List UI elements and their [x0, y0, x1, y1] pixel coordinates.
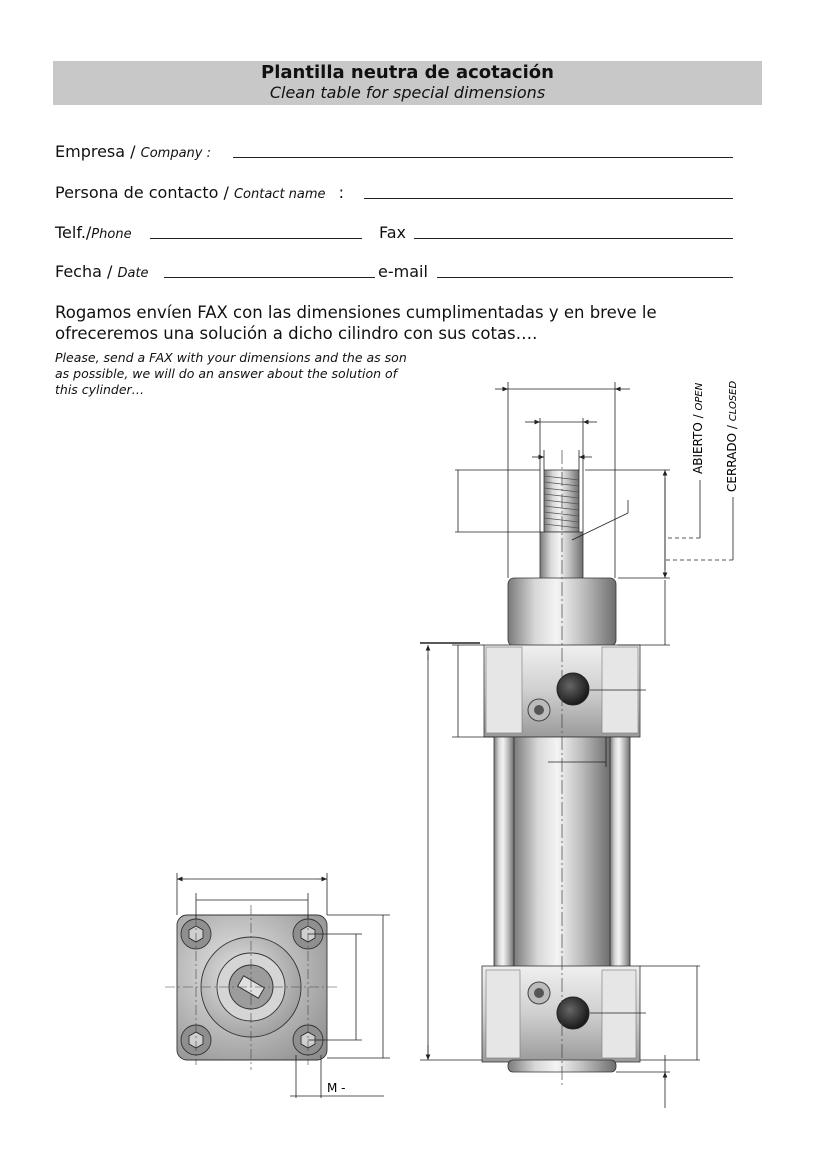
- phone-label: Telf./: [55, 223, 92, 242]
- phone-label-en: Phone: [91, 227, 132, 242]
- request-message-en: Please, send a FAX with your dimensions and the as son as possible, we will do an answer about the solution of this cylinder…: [55, 350, 407, 397]
- page-title: Plantilla neutra de acotación: [261, 62, 554, 83]
- contact-label: Persona de contacto /: [55, 183, 234, 202]
- cylinder-side-view: [482, 450, 640, 1085]
- date-label-en: Date: [117, 266, 149, 281]
- company-label-en: Company :: [140, 146, 211, 161]
- closed-label: CERRADO / CLOSED: [725, 380, 739, 492]
- company-label: Empresa /: [55, 142, 141, 161]
- contact-label-en: Contact name: [233, 187, 326, 202]
- fax-label: Fax: [379, 223, 407, 242]
- contact-colon: :: [338, 183, 345, 202]
- email-label: e-mail: [378, 262, 428, 281]
- cylinder-front-view: [165, 905, 340, 1070]
- page-subtitle: Clean table for special dimensions: [269, 83, 546, 102]
- thread-label: M -: [327, 1081, 346, 1095]
- open-label: ABIERTO / OPEN: [691, 382, 705, 474]
- request-message: Rogamos envíen FAX con las dimensiones cumplimentadas y en breve le ofreceremos una solución a dicho cilindro con sus cotas….: [55, 303, 657, 343]
- date-label: Fecha /: [55, 262, 118, 281]
